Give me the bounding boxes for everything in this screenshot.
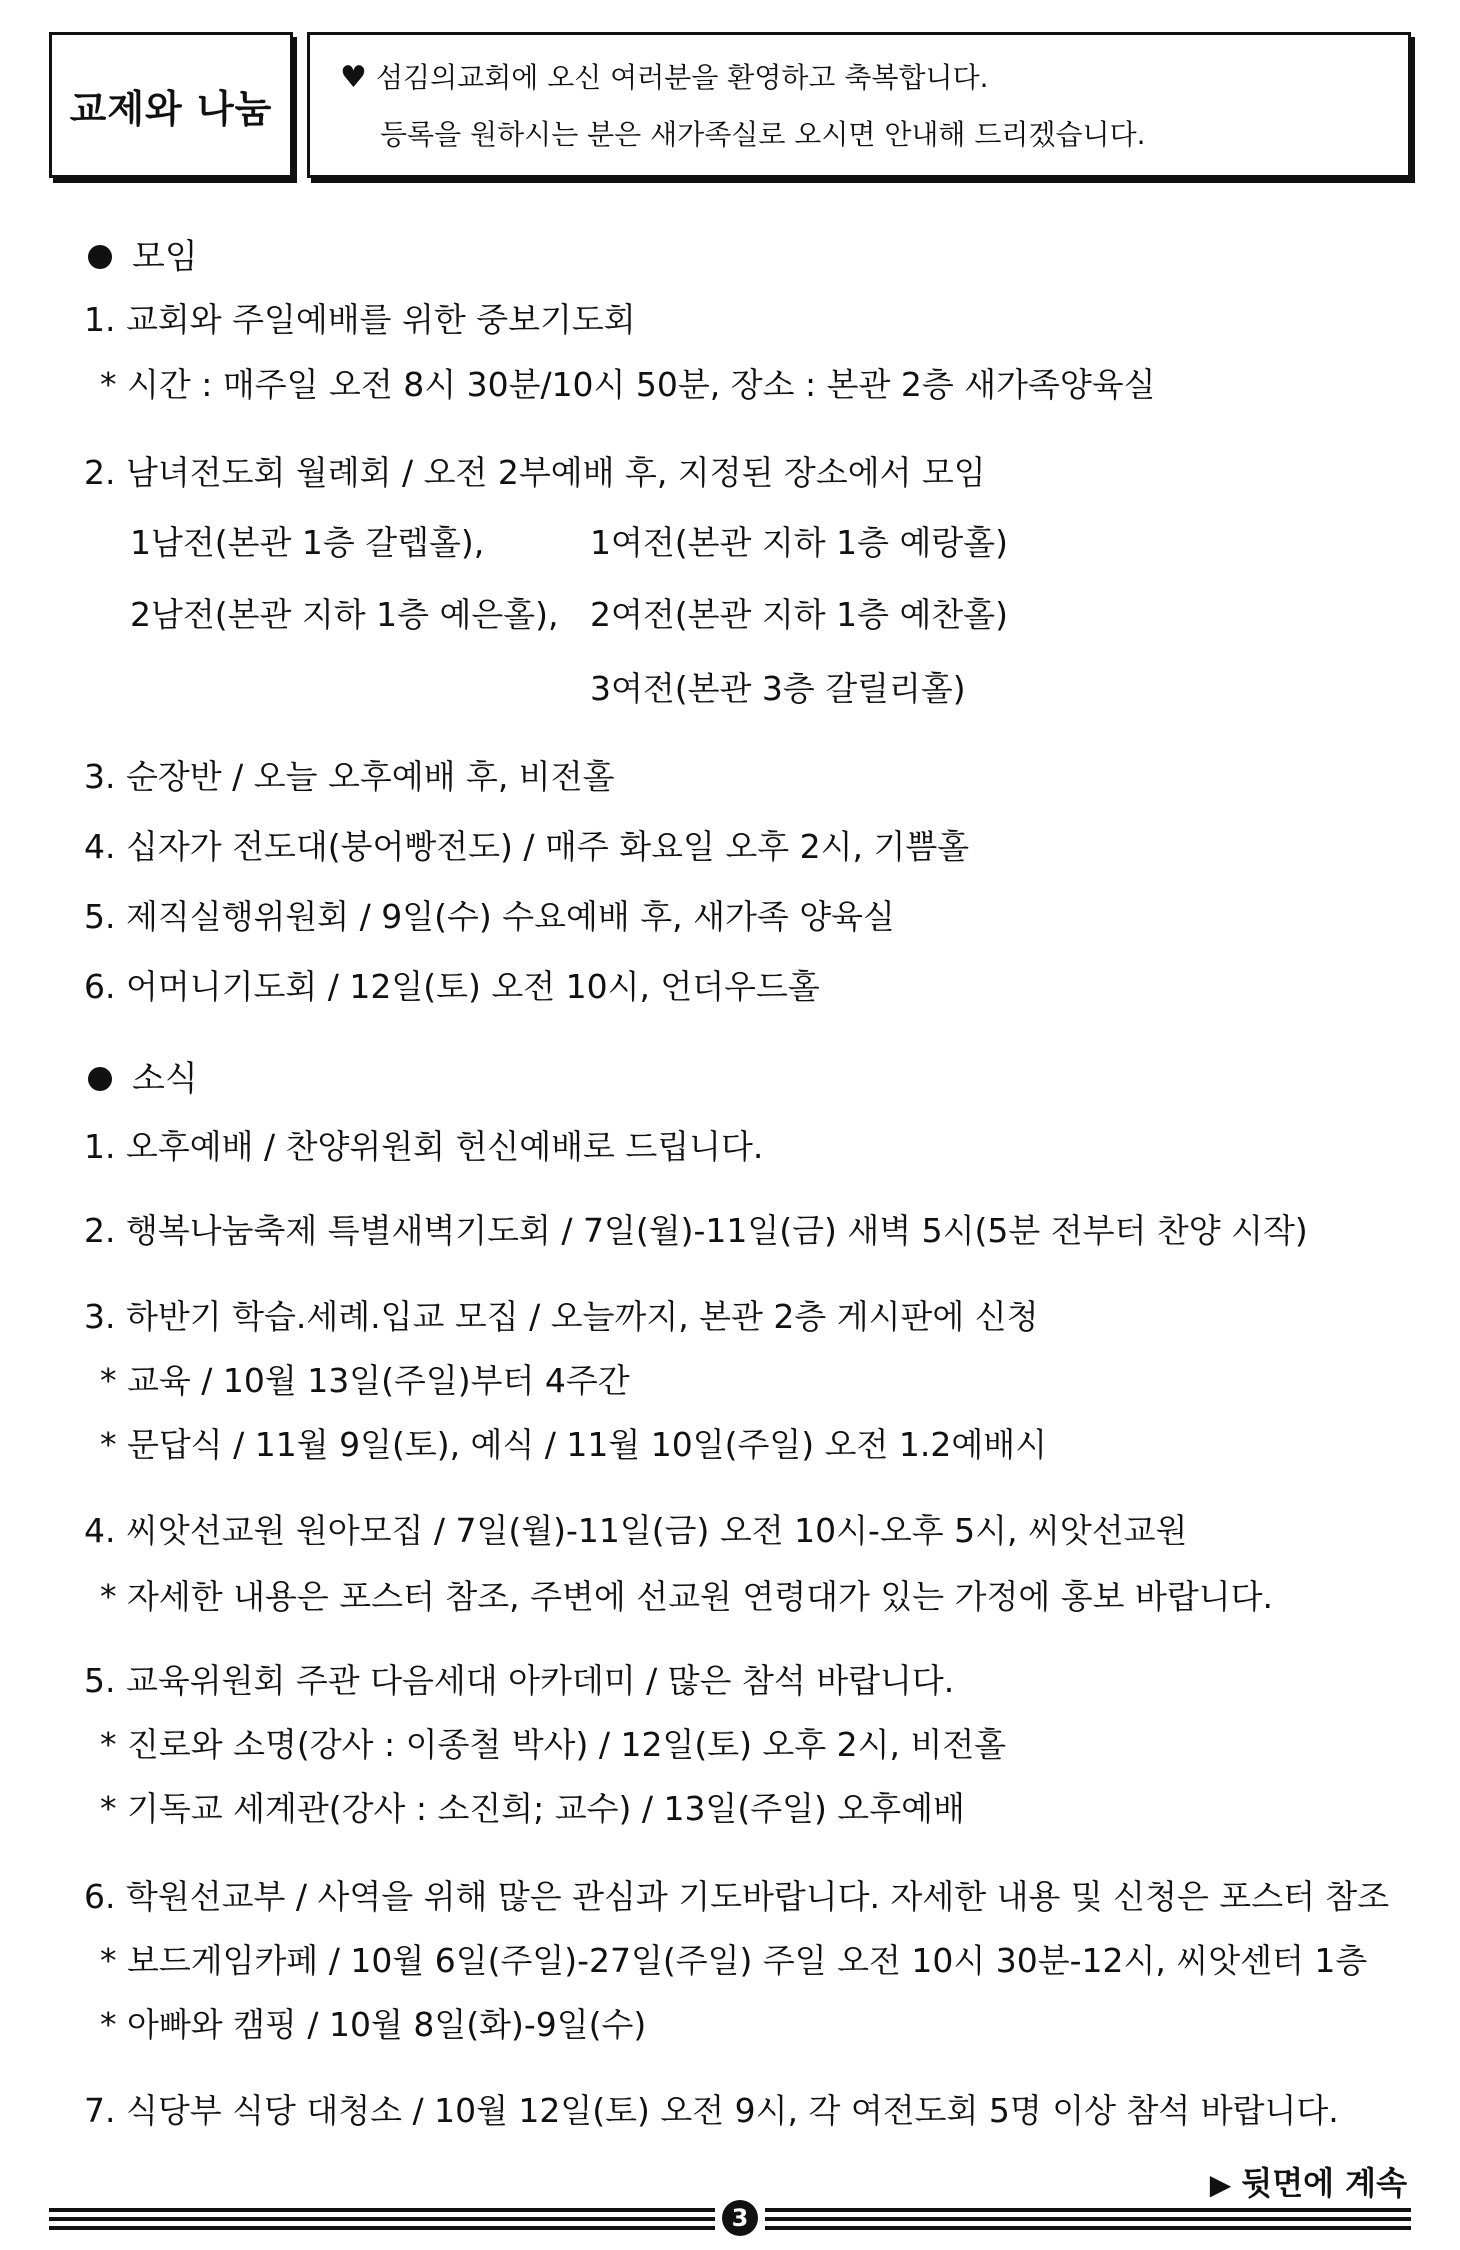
heart-icon: ♥ [340, 60, 367, 95]
list-item: 6. 학원선교부 / 사역을 위해 많은 관심과 기도바랍니다. 자세한 내용 및 신청은 포스터 참조 [84, 1877, 1390, 1916]
list-item: * 교육 / 10월 13일(주일)부터 4주간 [100, 1361, 630, 1400]
list-item: * 시간 : 매주일 오전 8시 30분/10시 50분, 장소 : 본관 2층 새가족양육실 [100, 365, 1156, 404]
list-item: * 자세한 내용은 포스터 참조, 주변에 선교원 연령대가 있는 가정에 홍보 바랍니다. [100, 1577, 1273, 1616]
list-item: 5. 교육위원회 주관 다음세대 아카데미 / 많은 참석 바랍니다. [84, 1661, 955, 1700]
list-item: 3. 순장반 / 오늘 오후예배 후, 비전홀 [84, 757, 615, 796]
list-item: 2여전(본관 지하 1층 예찬홀) [590, 595, 1008, 634]
list-item: 7. 식당부 식당 대청소 / 10월 12일(토) 오전 9시, 각 여전도회 5명 이상 참석 바랍니다. [84, 2091, 1339, 2130]
welcome-text-1: 섬김의교회에 오신 여러분을 환영하고 축복합니다. [376, 61, 989, 94]
meetings-heading: 모임 [88, 240, 198, 274]
section-title: 교제와 나눔 [69, 86, 273, 131]
list-item: 2. 남녀전도회 월례회 / 오전 2부예배 후, 지정된 장소에서 모임 [84, 453, 986, 492]
list-item: 1여전(본관 지하 1층 예랑홀) [590, 523, 1008, 562]
list-item: 6. 어머니기도회 / 12일(토) 오전 10시, 언더우드홀 [84, 967, 820, 1006]
welcome-box [307, 32, 1411, 178]
arrow-right-icon: ▶ [1209, 2168, 1232, 2201]
footer-rule-left [49, 2208, 715, 2230]
list-item: 4. 씨앗선교원 원아모집 / 7일(월)-11일(금) 오전 10시-오후 5시, 씨앗선교원 [84, 1511, 1188, 1550]
list-item: * 아빠와 캠핑 / 10월 8일(화)-9일(수) [100, 2005, 647, 2044]
welcome-line-1 [340, 60, 1408, 121]
bullet-icon [88, 1067, 112, 1091]
page-number: 3 [722, 2200, 758, 2236]
welcome-line-2: 등록을 원하시는 분은 새가족실로 오시면 안내해 드리겠습니다. [380, 118, 1146, 151]
footer-rule-right [765, 2208, 1411, 2230]
list-item: 4. 십자가 전도대(붕어빵전도) / 매주 화요일 오후 2시, 기쁨홀 [84, 827, 970, 866]
bullet-icon [88, 245, 112, 269]
list-item: * 보드게임카페 / 10월 6일(주일)-27일(주일) 주일 오전 10시 30분-12시, 씨앗센터 1층 [100, 1941, 1368, 1980]
continue-note: ▶ 뒷면에 계속 [1209, 2164, 1407, 2202]
list-item: * 진로와 소명(강사 : 이종철 박사) / 12일(토) 오후 2시, 비전홀 [100, 1725, 1007, 1764]
section-title-box [49, 32, 293, 178]
list-item: 2남전(본관 지하 1층 예은홀), [130, 595, 559, 634]
list-item: 1. 오후예배 / 찬양위원회 헌신예배로 드립니다. [84, 1127, 764, 1166]
list-item: 5. 제직실행위원회 / 9일(수) 수요예배 후, 새가족 양육실 [84, 897, 895, 936]
news-heading: 소식 [88, 1062, 198, 1096]
list-item: 1남전(본관 1층 갈렙홀), [130, 523, 485, 562]
list-item: 3. 하반기 학습.세례.입교 모집 / 오늘까지, 본관 2층 게시판에 신청 [84, 1297, 1039, 1336]
list-item: * 기독교 세계관(강사 : 소진희; 교수) / 13일(주일) 오후예배 [100, 1789, 965, 1828]
list-item: 2. 행복나눔축제 특별새벽기도회 / 7일(월)-11일(금) 새벽 5시(5분 전부터 찬양 시작) [84, 1211, 1308, 1250]
list-item: 1. 교회와 주일예배를 위한 중보기도회 [84, 300, 636, 339]
list-item: * 문답식 / 11월 9일(토), 예식 / 11월 10일(주일) 오전 1.2예배시 [100, 1425, 1047, 1464]
list-item: 3여전(본관 3층 갈릴리홀) [590, 669, 966, 708]
